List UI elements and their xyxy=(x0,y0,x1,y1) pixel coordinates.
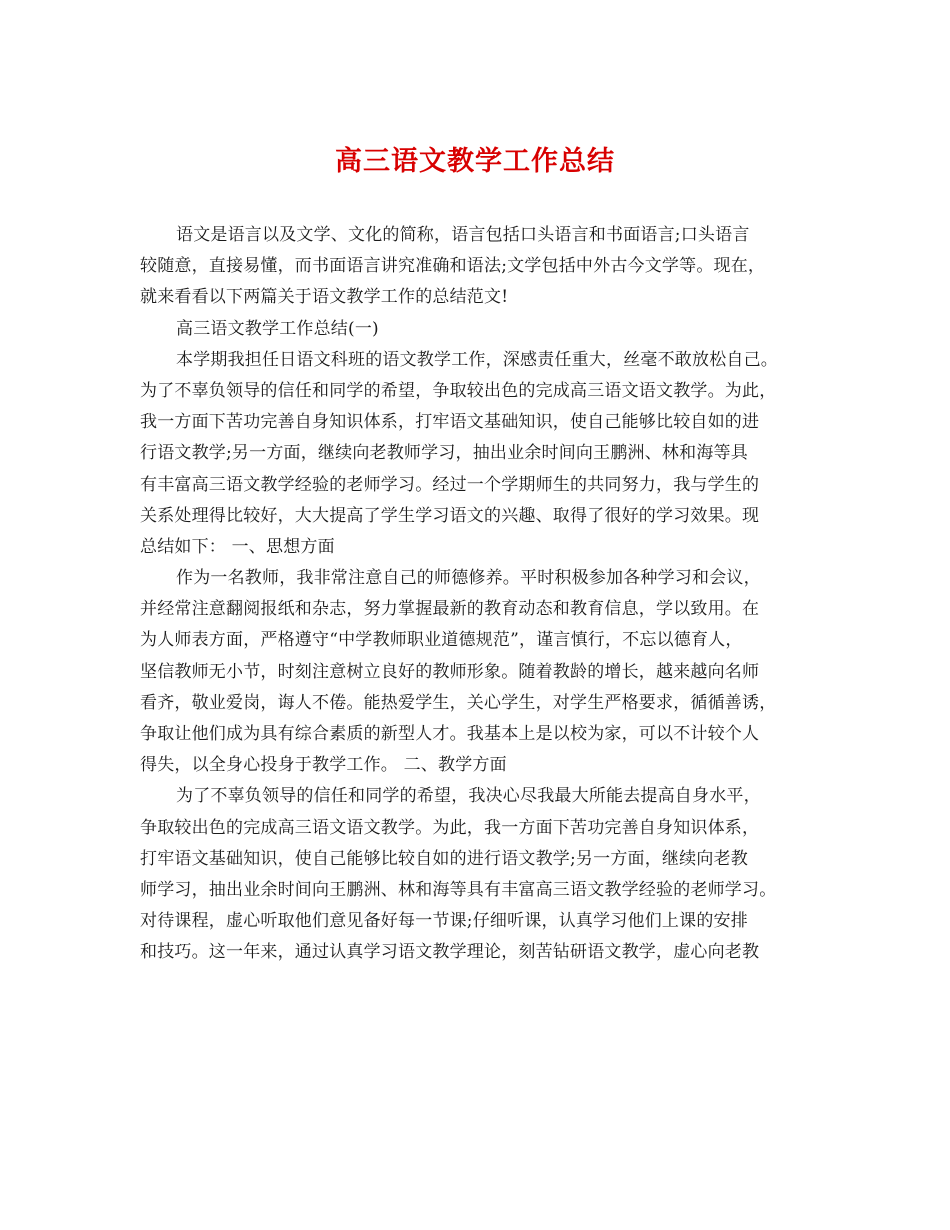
paragraph-line: 作为一名教师，我非常注意自己的师德修养。平时积极参加各种学习和会议， xyxy=(176,568,761,589)
paragraph-line: 为人师表方面，严格遵守“中学教师职业道德规范”，谨言慎行，不忘以德育人， xyxy=(140,630,743,651)
paragraph-line: 对待课程，虚心听取他们意见备好每一节课;仔细听课，认真学习他们上课的安排 xyxy=(140,911,748,932)
paragraph-line: 和技巧。这一年来，通过认真学习语文教学理论，刻苦钻研语文教学，虚心向老教 xyxy=(140,942,760,963)
paragraph-line: 总结如下： 一、思想方面 xyxy=(140,536,335,557)
paragraph-line: 行语文教学;另一方面，继续向老教师学习，抽出业余时间向王鹏洲、林和海等具 xyxy=(140,443,748,464)
paragraph-line: 就来看看以下两篇关于语文教学工作的总结范文! xyxy=(140,287,509,308)
paragraph-line: 争取让他们成为具有综合素质的新型人才。我基本上是以校为家，可以不计较个人 xyxy=(140,724,760,744)
paragraph-line: 看齐，敬业爱岗，诲人不倦。能热爱学生，关心学生，对学生严格要求，循循善诱， xyxy=(140,692,777,713)
paragraph-line: 打牢语文基础知识，使自己能够比较自如的进行语文教学;另一方面，继续向老教 xyxy=(140,848,748,869)
paragraph-line: 坚信教师无小节，时刻注意树立良好的教师形象。随着教龄的增长，越来越向名师 xyxy=(140,661,760,682)
paragraph-line: 语文是语言以及文学、文化的简称，语言包括口头语言和书面语言;口头语言 xyxy=(176,225,750,245)
paragraph-line: 并经常注意翻阅报纸和杂志，努力掌握最新的教育动态和教育信息，学以致用。在 xyxy=(140,599,760,620)
paragraph-line: 本学期我担任日语文科班的语文教学工作，深感责任重大，丝毫不敢放松自己。 xyxy=(176,349,778,370)
document-title: 高三语文教学工作总结 xyxy=(335,146,615,177)
paragraph-line: 得失，以全身心投身于教学工作。 二、教学方面 xyxy=(140,755,507,776)
document-body xyxy=(140,220,830,969)
paragraph-line: 为了不辜负领导的信任和同学的希望，我决心尽我最大所能去提高自身水平， xyxy=(176,786,761,807)
paragraph-line: 关系处理得比较好，大大提高了学生学习语文的兴趣、取得了很好的学习效果。现 xyxy=(140,505,760,526)
paragraph-line: 我一方面下苦功完善自身知识体系，打牢语文基础知识，使自己能够比较自如的进 xyxy=(140,412,760,433)
paragraph-line: 师学习，抽出业余时间向王鹏洲、林和海等具有丰富高三语文教学经验的老师学习。 xyxy=(140,879,777,900)
paragraph-line: 有丰富高三语文教学经验的老师学习。经过一个学期师生的共同努力，我与学生的 xyxy=(140,474,760,495)
paragraph-line: 较随意，直接易懂，而书面语言讲究准确和语法;文学包括中外古今文学等。现在， xyxy=(140,256,766,277)
paragraph-line: 为了不辜负领导的信任和同学的希望，争取较出色的完成高三语文语文教学。为此， xyxy=(140,380,777,401)
paragraph-line: 争取较出色的完成高三语文语文教学。为此，我一方面下苦功完善自身知识体系， xyxy=(140,817,760,838)
section-heading: 高三语文教学工作总结(一) xyxy=(176,318,379,339)
